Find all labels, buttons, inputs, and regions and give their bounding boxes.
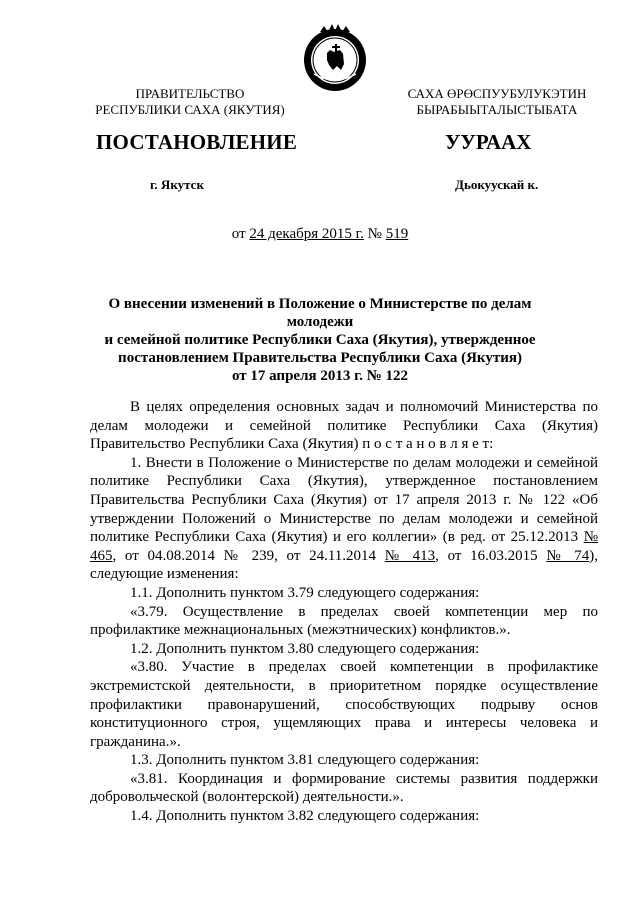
government-name-sakha — [392, 86, 602, 118]
paragraph-1-main: 1. Внести в Положение о Министерстве по делам молодежи и семейной политике Республики Саха (Якутия), утвержденное постановлением Правительства Республики Саха (Якутия) от 17 апреля 2013 г. № 122 «Об утверждении Положений о Министерстве по делам молодежи и семейной политике Республики Саха (Якутия) и его коллегии» — [90, 454, 598, 546]
city-ru: г. Якутск — [150, 177, 204, 192]
paragraph-1-3: 1.3. Дополнить пунктом 3.81 следующего содержания: — [130, 752, 480, 769]
doc-type-sakha: УУРААХ — [445, 130, 532, 154]
coat-of-arms-emblem — [300, 20, 370, 110]
gov-ru-line2: РЕСПУБЛИКИ САХА (ЯКУТИЯ) — [95, 102, 285, 117]
edition-link-413[interactable]: № 413 — [384, 547, 436, 564]
edition-text: , от 16.03.2015 — [435, 547, 547, 564]
government-name-ru — [90, 86, 290, 118]
document-date: 24 декабря 2015 г. — [249, 226, 364, 242]
paragraph-1-4: 1.4. Дополнить пунктом 3.82 следующего содержания: — [130, 808, 480, 825]
edition-link-74[interactable]: № 74 — [546, 547, 590, 564]
document-number: 519 — [385, 226, 409, 242]
dateline-prefix: от — [231, 226, 250, 242]
edition-text: , от 04.08.2014 № 239, от 24.11.2014 — [112, 547, 385, 564]
paragraph-1-1: 1.1. Дополнить пунктом 3.79 следующего содержания: — [130, 584, 480, 601]
subject-line: О внесении изменений в Положение о Министерстве по делам молодежи — [108, 296, 532, 330]
paragraph-1-3-text: «3.81. Координация и формирование системы развития поддержки добровольческой (волонтерской) деятельности.». — [90, 770, 598, 806]
document-body — [90, 398, 598, 826]
intro-paragraph: В целях определения основных задач и полномочий Министерства по делам молодежи и семейной политике Республики Саха (Якутия) Правительство Республики Саха (Якутия) п о с т а н о в л я е т: — [90, 399, 598, 453]
subject-line: от 17 апреля 2013 г. № 122 — [231, 368, 409, 384]
city-sakha: Дьокуускай к. — [455, 177, 539, 192]
paragraph-1 — [90, 454, 598, 584]
edition-link-465[interactable]: № 465 — [90, 529, 598, 564]
dateline-number-prefix: № — [363, 226, 386, 242]
doc-type-ru: ПОСТАНОВЛЕНИЕ — [96, 130, 298, 154]
subject-line: и семейной политике Республики Саха (Якутия), утвержденное — [104, 332, 536, 348]
paragraph-1-2-text: «3.80. Участие в пределах своей компетенции в профилактике экстремистской деятельности, в приоритетном порядке осуществление профилактики правонарушений, способствующих подрыву основ конституционного строя, ущемляющих права и интересы человека и гражданина.». — [90, 659, 598, 750]
document-subject — [80, 295, 560, 385]
gov-sakha-line1: САХА ӨРӨСПУУБУЛУКЭТИН — [407, 86, 587, 101]
subject-line: постановлением Правительства Республики Саха (Якутия) — [118, 350, 522, 366]
gov-sakha-line2: БЫРАБЫЫТАЛЫСТЫБАТА — [416, 102, 578, 117]
paragraph-1-1-text: «3.79. Осуществление в пределах своей компетенции мер по профилактике межнациональных (межэтнических) конфликтов.». — [90, 603, 598, 639]
document-dateline — [0, 226, 640, 243]
edition-text: ), следующие изменения: — [90, 547, 598, 583]
paragraph-1-2: 1.2. Дополнить пунктом 3.80 следующего содержания: — [130, 640, 480, 657]
gov-ru-line1: ПРАВИТЕЛЬСТВО — [135, 86, 245, 101]
edition-text: (в ред. от 25.12.2013 — [442, 529, 584, 546]
